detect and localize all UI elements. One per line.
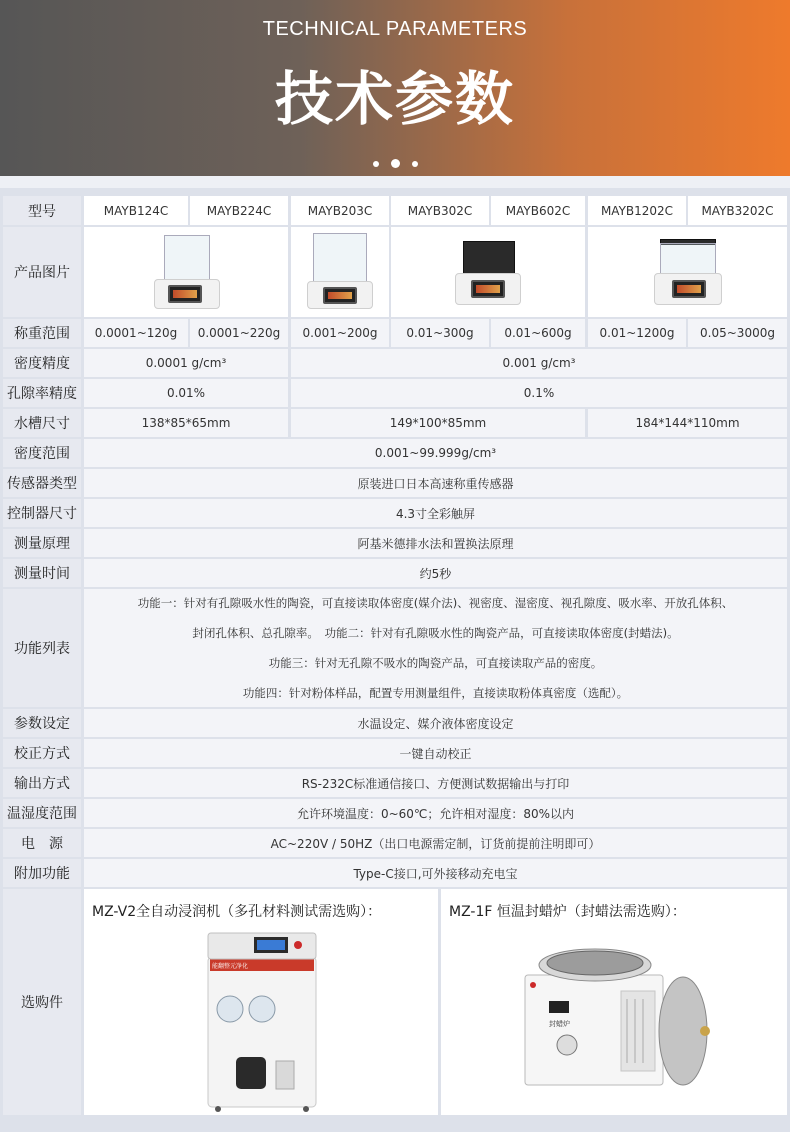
balance-image xyxy=(154,235,220,310)
optional-item-infiltrator xyxy=(84,889,438,1115)
range-cell: 0.05~3000g xyxy=(688,319,787,347)
range-cell: 0.01~300g xyxy=(391,319,489,347)
row-label-tank-size: 水槽尺寸 xyxy=(3,409,81,437)
function-line: 功能三：针对无孔隙不吸水的陶瓷产品，可直接读取产品的密度。 xyxy=(268,656,603,670)
product-image-cell xyxy=(291,227,389,317)
model-cell: MAYB1202C xyxy=(588,196,686,225)
range-cell: 0.0001~120g xyxy=(84,319,188,347)
function-line: 封闭孔体积、总孔隙率。 功能二：针对有孔隙吸水性的陶瓷产品，可直接读取体密度(封蜡法)。 xyxy=(192,626,679,640)
balance-image xyxy=(455,241,521,311)
range-cell: 0.01~600g xyxy=(491,319,585,347)
model-cell: MAYB602C xyxy=(491,196,585,225)
extra-cell: Type-C接口,可外接移动充电宝 xyxy=(84,859,787,887)
density-precision-cell: 0.001 g/cm³ xyxy=(291,349,787,377)
row-label-output: 输出方式 xyxy=(3,769,81,797)
row-label-density-precision: 密度精度 xyxy=(3,349,81,377)
range-cell: 0.001~200g xyxy=(291,319,389,347)
header-subtitle: TECHNICAL PARAMETERS xyxy=(262,18,528,40)
product-image-cell xyxy=(588,227,787,317)
porosity-precision-cell: 0.01% xyxy=(84,379,288,407)
optional-item-title: MZ-V2全自动浸润机（多孔材料测试需选购）： xyxy=(92,904,382,920)
wax-furnace-image xyxy=(519,935,715,1095)
model-cell: MAYB302C xyxy=(391,196,489,225)
row-label-temp-humidity: 温湿度范围 xyxy=(3,799,81,827)
range-cell: 0.01~1200g xyxy=(588,319,686,347)
output-cell: RS-232C标准通信接口、方便测试数据输出与打印 xyxy=(84,769,787,797)
tank-size-cell: 184*144*110mm xyxy=(588,409,787,437)
row-label-power: 电 源 xyxy=(3,829,81,857)
row-label-calibration: 校正方式 xyxy=(3,739,81,767)
density-precision-cell: 0.0001 g/cm³ xyxy=(84,349,288,377)
calibration-cell: 一键自动校正 xyxy=(84,739,787,767)
row-label-sensor-type: 传感器类型 xyxy=(3,469,81,497)
model-cell: MAYB224C xyxy=(190,196,288,225)
model-cell: MAYB203C xyxy=(291,196,389,225)
wax-furnace-label: 封蜡炉 xyxy=(549,1020,570,1028)
function-line: 功能一：针对有孔隙吸水性的陶瓷，可直接读取体密度(媒介法)、视密度、湿密度、视孔隙度、吸水率、开放孔体积、 xyxy=(137,596,734,610)
optional-item-wax-furnace xyxy=(441,889,787,1115)
header-title: 技术参数 xyxy=(274,65,515,133)
row-label-range: 称重范围 xyxy=(3,319,81,347)
porosity-precision-cell: 0.1% xyxy=(291,379,787,407)
density-range-cell: 0.001~99.999g/cm³ xyxy=(84,439,787,467)
row-label-principle: 测量原理 xyxy=(3,529,81,557)
principle-cell: 阿基米德排水法和置换法原理 xyxy=(84,529,787,557)
power-cell: AC~220V / 50HZ（出口电源需定制，订货前提前注明即可） xyxy=(84,829,787,857)
optional-item-title: MZ-1F 恒温封蜡炉（封蜡法需选购）： xyxy=(449,904,686,920)
range-cell: 0.0001~220g xyxy=(190,319,288,347)
balance-image xyxy=(654,239,722,311)
tank-size-cell: 138*85*65mm xyxy=(84,409,288,437)
row-label-model: 型号 xyxy=(3,196,81,225)
infiltrator-label: 能翻整元净化 xyxy=(212,963,249,970)
controller-size-cell: 4.3寸全彩触屏 xyxy=(84,499,787,527)
dot-icon xyxy=(373,161,379,167)
row-label-functions: 功能列表 xyxy=(3,589,81,707)
decorative-dots xyxy=(0,153,790,172)
function-line: 功能四：针对粉体样品，配置专用测量组件，直接读取粉体真密度（选配）。 xyxy=(242,686,629,700)
row-label-density-range: 密度范围 xyxy=(3,439,81,467)
product-image-cell xyxy=(84,227,288,317)
spec-table xyxy=(0,188,790,1132)
model-cell: MAYB124C xyxy=(84,196,188,225)
infiltrator-machine-image xyxy=(202,927,322,1113)
row-label-porosity-precision: 孔隙率精度 xyxy=(3,379,81,407)
row-label-image: 产品图片 xyxy=(3,227,81,317)
header-banner xyxy=(0,0,790,176)
row-label-controller-size: 控制器尺寸 xyxy=(3,499,81,527)
row-label-optional: 选购件 xyxy=(3,889,81,1115)
temp-humidity-cell: 允许环境温度：0~60℃；允许相对湿度：80%以内 xyxy=(84,799,787,827)
param-setting-cell: 水温设定、媒介液体密度设定 xyxy=(84,709,787,737)
dot-icon xyxy=(391,159,400,168)
balance-image xyxy=(307,233,373,311)
row-label-param-setting: 参数设定 xyxy=(3,709,81,737)
tank-size-cell: 149*100*85mm xyxy=(291,409,585,437)
functions-cell xyxy=(84,589,787,707)
row-label-extra: 附加功能 xyxy=(3,859,81,887)
row-label-time: 测量时间 xyxy=(3,559,81,587)
product-image-cell xyxy=(391,227,585,317)
dot-icon xyxy=(412,161,418,167)
sensor-type-cell: 原装进口日本高速称重传感器 xyxy=(84,469,787,497)
model-cell: MAYB3202C xyxy=(688,196,787,225)
time-cell: 约5秒 xyxy=(84,559,787,587)
